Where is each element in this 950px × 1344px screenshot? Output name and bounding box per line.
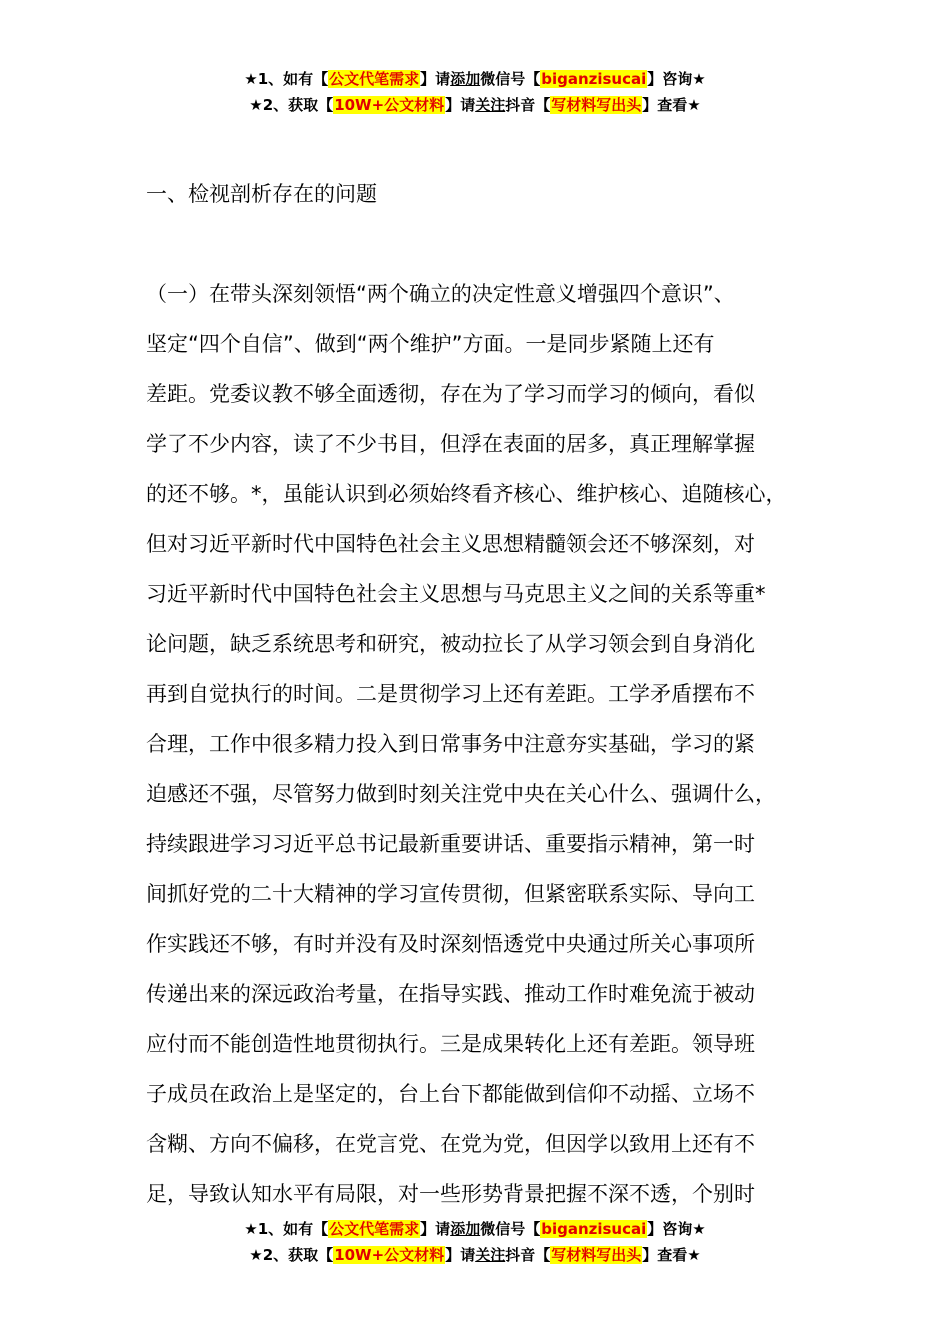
underlined-text: 关注 xyxy=(475,1246,506,1264)
text-line: 持续跟进学习习近平总书记最新重要讲话、重要指示精神，第一时 xyxy=(146,832,755,856)
wechat-id-highlight: biganzisucai xyxy=(541,1220,647,1238)
douyin-account-highlight: 写材料写出头 xyxy=(551,1246,642,1264)
header-banner xyxy=(0,66,950,118)
text-line: 含糊、方向不偏移，在党言党、在党为党，但因学以致用上还有不 xyxy=(146,1132,755,1156)
highlight-text: 公文代笔需求 xyxy=(329,1220,420,1238)
banner-text: 】查看★ xyxy=(642,96,701,114)
underlined-text: 添加 xyxy=(450,1220,481,1238)
text-line: 但对习近平新时代中国特色社会主义思想精髓领会还不够深刻，对 xyxy=(146,532,755,556)
underlined-text: 添加 xyxy=(450,70,481,88)
text-line: 差距。党委议教不够全面透彻，存在为了学习而学习的倾向，看似 xyxy=(146,382,755,406)
section-heading: 一、检视剖析存在的问题 xyxy=(146,182,377,206)
text-line: 再到自觉执行的时间。二是贯彻学习上还有差距。工学矛盾摆布不 xyxy=(146,682,755,706)
banner-text: 】请 xyxy=(420,70,451,88)
text-line: 子成员在政治上是坚定的，台上台下都能做到信仰不动摇、立场不 xyxy=(146,1082,755,1106)
text-line: 的还不够。*，虽能认识到必须始终看齐核心、维护核心、追随核心， xyxy=(146,482,787,506)
banner-text: ★1、如有【 xyxy=(244,70,329,88)
highlight-text: 10W+公文材料 xyxy=(334,1246,445,1264)
underlined-text: 关注 xyxy=(475,96,506,114)
highlight-text: 10W+公文材料 xyxy=(334,96,445,114)
banner-text: 微信号【 xyxy=(480,70,541,88)
text-line: 足，导致认知水平有局限，对一些形势背景把握不深不透，个别时 xyxy=(146,1182,755,1206)
banner-text: 】咨询★ xyxy=(647,1220,706,1238)
footer-banner xyxy=(0,1216,950,1268)
banner-text: 微信号【 xyxy=(480,1220,541,1238)
douyin-account-highlight: 写材料写出头 xyxy=(551,96,642,114)
banner-line-1 xyxy=(0,1216,950,1242)
text-line: 应付而不能创造性地贯彻执行。三是成果转化上还有差距。领导班 xyxy=(146,1032,755,1056)
banner-text: 】查看★ xyxy=(642,1246,701,1264)
banner-text: 抖音【 xyxy=(505,96,551,114)
banner-text: ★1、如有【 xyxy=(244,1220,329,1238)
banner-text: 】咨询★ xyxy=(647,70,706,88)
banner-line-1 xyxy=(0,66,950,92)
text-line: 迫感还不强，尽管努力做到时刻关注党中央在关心什么、强调什么， xyxy=(146,782,776,806)
text-line: 坚定“四个自信”、做到“两个维护”方面。一是同步紧随上还有 xyxy=(146,332,715,356)
document-body xyxy=(146,278,836,1228)
text-line: 论问题，缺乏系统思考和研究，被动拉长了从学习领会到自身消化 xyxy=(146,632,755,656)
highlight-text: 公文代笔需求 xyxy=(329,70,420,88)
text-line: 习近平新时代中国特色社会主义思想与马克思主义之间的关系等重* xyxy=(146,582,766,606)
text-line: 作实践还不够，有时并没有及时深刻悟透党中央通过所关心事项所 xyxy=(146,932,755,956)
banner-text: ★2、获取【 xyxy=(249,96,334,114)
text-line: 间抓好党的二十大精神的学习宣传贯彻，但紧密联系实际、导向工 xyxy=(146,882,755,906)
banner-text: 】请 xyxy=(445,1246,476,1264)
text-line: 学了不少内容，读了不少书目，但浮在表面的居多，真正理解掌握 xyxy=(146,432,755,456)
banner-text: 抖音【 xyxy=(505,1246,551,1264)
text-line: 传递出来的深远政治考量，在指导实践、推动工作时难免流于被动 xyxy=(146,982,755,1006)
banner-text: 】请 xyxy=(420,1220,451,1238)
text-line: 合理，工作中很多精力投入到日常事务中注意夯实基础，学习的紧 xyxy=(146,732,755,756)
banner-text: ★2、获取【 xyxy=(249,1246,334,1264)
banner-line-2 xyxy=(0,1242,950,1268)
banner-line-2 xyxy=(0,92,950,118)
text-line: （一）在带头深刻领悟“两个确立的决定性意义增强四个意识”、 xyxy=(146,282,735,306)
wechat-id-highlight: biganzisucai xyxy=(541,70,647,88)
banner-text: 】请 xyxy=(445,96,476,114)
